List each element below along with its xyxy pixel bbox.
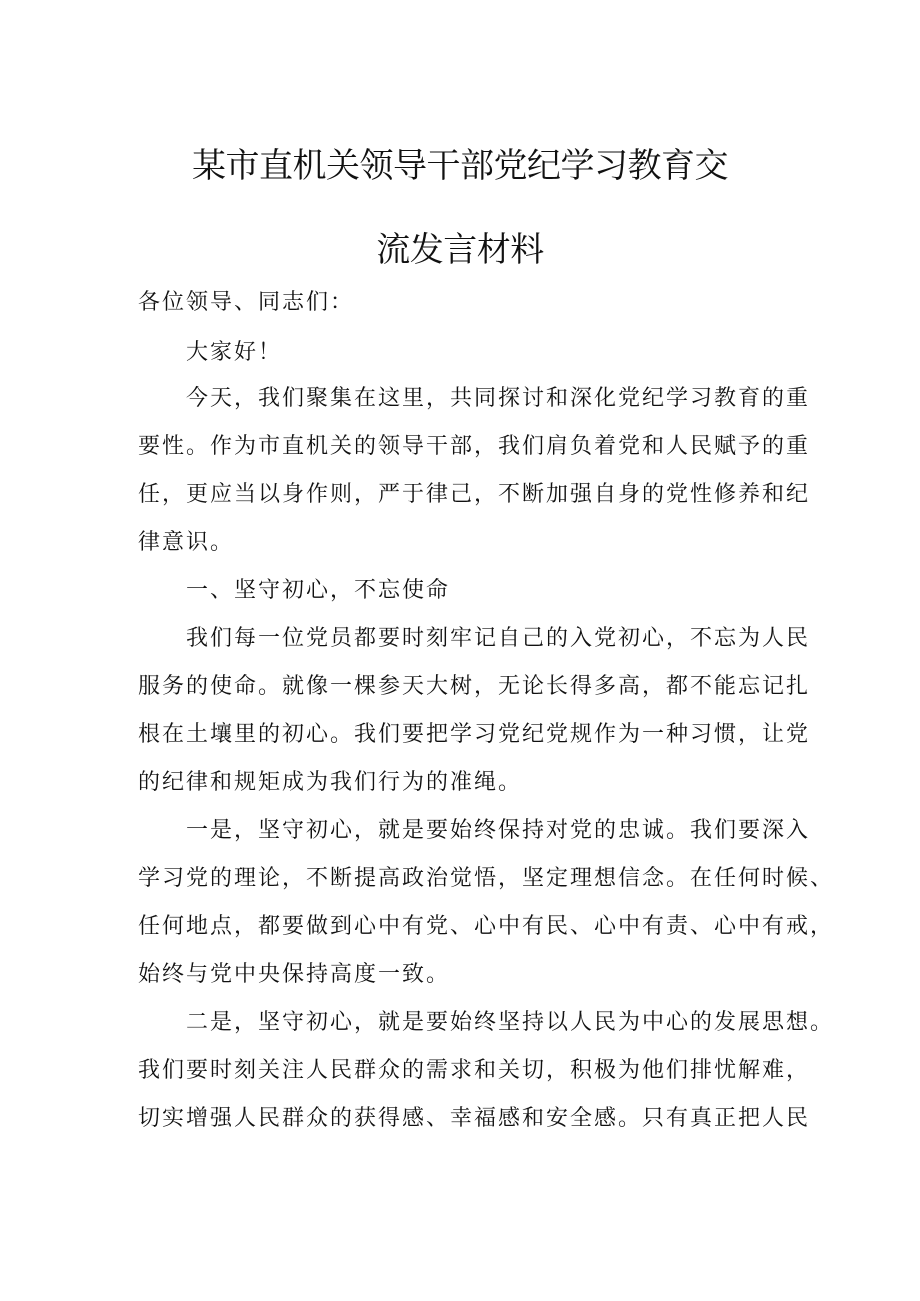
paragraph-line: 切实增强人民群众的获得感、幸福感和安全感。只有真正把人民 bbox=[138, 1106, 811, 1131]
section-heading: 一、坚守初心，不忘使命 bbox=[186, 578, 451, 603]
paragraph-line: 我们要时刻关注人民群众的需求和关切，积极为他们排忧解难， bbox=[138, 1058, 811, 1083]
paragraph-line: 律意识。 bbox=[138, 530, 235, 555]
paragraph-line: 根在土壤里的初心。我们要把学习党纪党规作为一种习惯，让党 bbox=[138, 722, 811, 747]
paragraph-line: 服务的使命。就像一棵参天大树，无论长得多高，都不能忘记扎 bbox=[138, 674, 811, 699]
paragraph-line: 任何地点，都要做到心中有党、心中有民、心中有责、心中有戒， bbox=[138, 914, 835, 939]
paragraph-line: 始终与党中央保持高度一致。 bbox=[138, 962, 451, 987]
document-title-line-2: 流发言材料 bbox=[376, 230, 544, 270]
document-title-line-1: 某市直机关领导干部党纪学习教育交 bbox=[192, 146, 728, 186]
paragraph-line: 的纪律和规矩成为我们行为的准绳。 bbox=[138, 770, 523, 795]
paragraph-line: 要性。作为市直机关的领导干部，我们肩负着党和人民赋予的重 bbox=[138, 434, 811, 459]
paragraph-line: 我们每一位党员都要时刻牢记自己的入党初心，不忘为人民 bbox=[186, 626, 811, 651]
paragraph-line: 今天，我们聚集在这里，共同探讨和深化党纪学习教育的重 bbox=[186, 386, 811, 411]
paragraph-line: 学习党的理论，不断提高政治觉悟，坚定理想信念。在任何时候、 bbox=[138, 866, 835, 891]
greeting: 大家好！ bbox=[186, 340, 283, 365]
salutation: 各位领导、同志们： bbox=[138, 290, 355, 315]
paragraph-line: 二是，坚守初心，就是要始终坚持以人民为中心的发展思想。 bbox=[186, 1010, 835, 1035]
paragraph-line: 一是，坚守初心，就是要始终保持对党的忠诚。我们要深入 bbox=[186, 818, 811, 843]
paragraph-line: 任，更应当以身作则，严于律己，不断加强自身的党性修养和纪 bbox=[138, 482, 811, 507]
